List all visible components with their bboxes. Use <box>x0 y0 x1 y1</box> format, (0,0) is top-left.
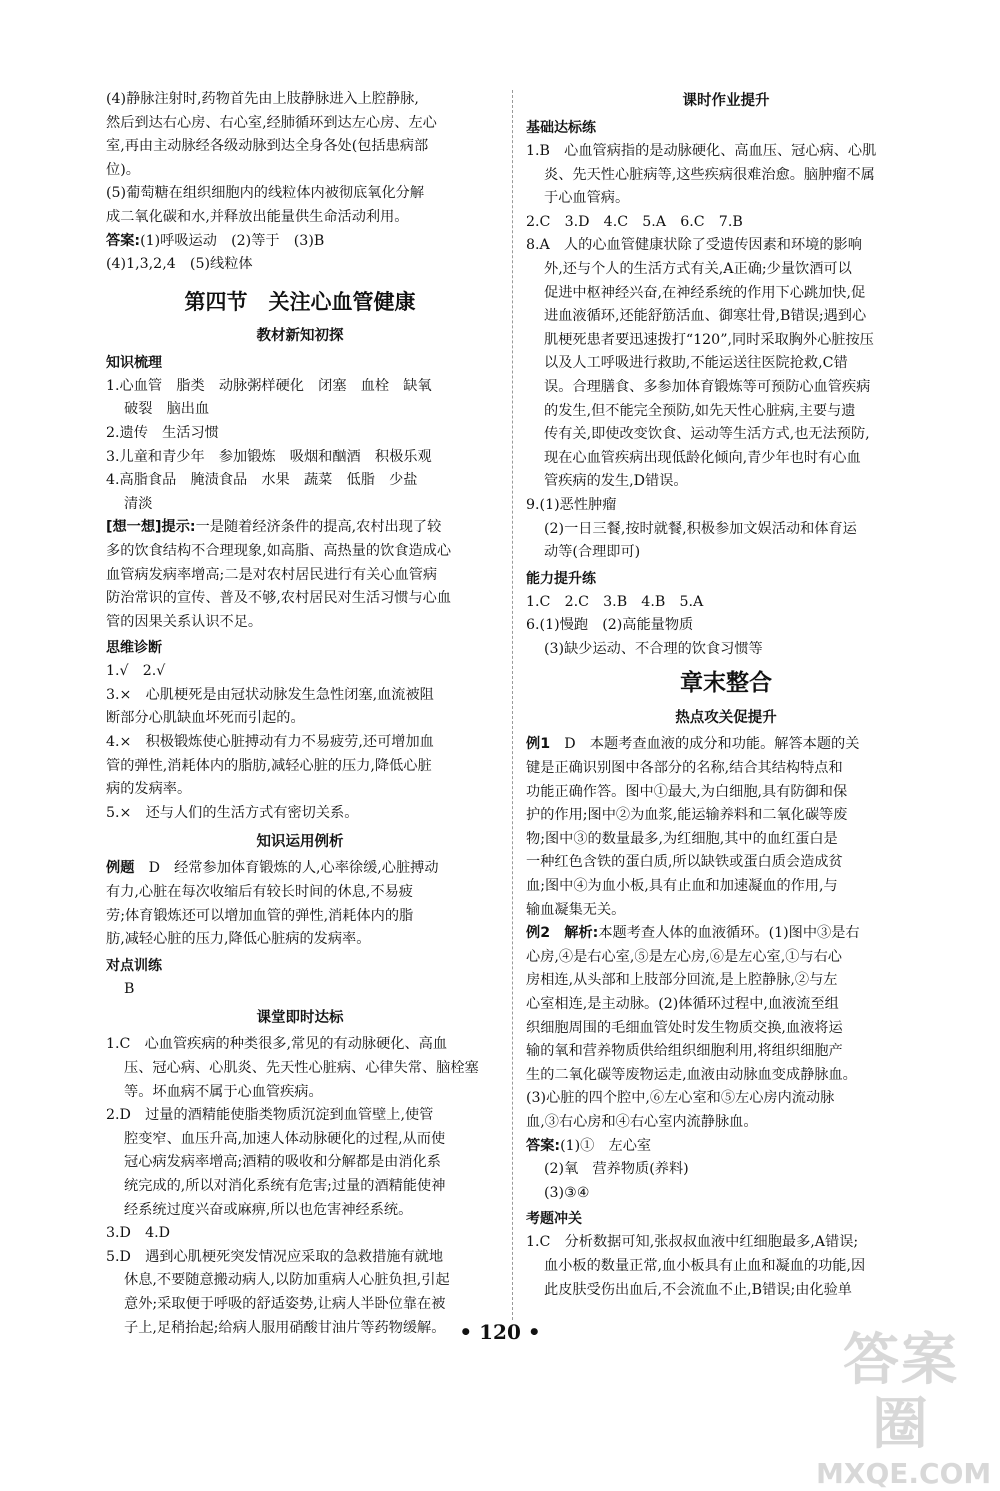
liti-line: 肪,减轻心脏的压力,降低心脏病的发病率。 <box>106 931 371 948</box>
left-top-line: (4)静脉注射时,药物首先由上肢静脉进入上腔静脉, <box>106 91 419 107</box>
li1-line: 物;图中③的数量最多,为红细胞,其中的血红蛋白是 <box>526 830 838 847</box>
siwei-line: 管的弹性,消耗体内的脂肪,减轻心脏的压力,降低心脏 <box>106 757 432 774</box>
jichu-line: 肌梗死患者要迅速拨打“120”,同时采取胸外心脏按压 <box>544 331 874 348</box>
li2-text: 本题考查人体的血液循环。(1)图中③是右 <box>598 925 860 942</box>
li2-line: 生的二氧化碳等废物运走,血液由动脉血变成静脉血。 <box>526 1066 857 1083</box>
xiang-line: 防治常识的宣传、普及不够,农村居民对生活习惯与心血 <box>106 590 452 607</box>
zhishi-line: 3.儿童和青少年 参加锻炼 吸烟和酗酒 积极乐观 <box>106 448 432 465</box>
liti-line: 劳;体育锻炼还可以增加血管的弹性,消耗体内的脂 <box>106 907 414 924</box>
jichu-line: (2)一日三餐,按时就餐,积极参加文娱活动和体育运 <box>544 520 857 537</box>
kaoti-line: 血小板的数量正常,血小板具有止血和凝血的功能,因 <box>544 1257 866 1274</box>
duidian-answer: B <box>124 980 135 997</box>
jichu-line: 进血液循环,还能舒筋活血、御寒壮骨,B错误;遇到心 <box>544 308 867 325</box>
siwei-line: 病的发病率。 <box>106 781 192 798</box>
subheading-redian: 热点攻关促提升 <box>675 710 777 727</box>
jichu-line: 的发生,但不能完全预防,如先天性心脏病,主要与遗 <box>544 402 856 419</box>
siwei-line: 1.√ 2.√ <box>106 663 166 680</box>
liti-label: 例题 <box>106 860 135 877</box>
ketang-line: 腔变窄、血压升高,加速人体动脉硬化的过程,从而使 <box>124 1130 446 1147</box>
ketang-line: 意外;采取便于呼吸的舒适姿势,让病人半卧位靠在被 <box>124 1295 446 1312</box>
ketang-line: 等。坏血病不属于心血管疾病。 <box>124 1083 323 1100</box>
ketang-line: 压、冠心病、心肌炎、先天性心脏病、心律失常、脑栓塞 <box>124 1060 479 1076</box>
subheading-keshi-zuoye: 课时作业提升 <box>682 93 770 109</box>
heading-siwei-zhenduan: 思维诊断 <box>106 640 162 657</box>
chapter-title: 章末整合 <box>680 670 772 697</box>
ketang-line: 休息,不要随意搬动病人,以防加重病人心脏负担,引起 <box>124 1272 450 1289</box>
left-top-line: (5)葡萄糖在组织细胞内的线粒体内被彻底氧化分解 <box>106 185 425 202</box>
zhishi-line: 2.遗传 生活习惯 <box>106 424 219 441</box>
li2-answer-2: (2)氧 营养物质(养料) <box>544 1161 689 1178</box>
column-divider <box>512 90 513 1320</box>
xiangyixiang-first-line <box>106 516 494 540</box>
nengli-line: (3)缺少运动、不合理的饮食习惯等 <box>544 640 763 657</box>
li2-answer-label: 答案: <box>526 1137 561 1154</box>
watermark-url: MXQE.COM <box>816 1457 992 1490</box>
zhishi-list <box>106 375 494 517</box>
li2-line: 心房,④是右心室,⑤是左心房,⑥是左心室,①与右心 <box>526 948 842 965</box>
ketang-line: 子上,足稍抬起;给病人服用硝酸甘油片等药物缓解。 <box>124 1319 446 1336</box>
answer-text-1: (1)呼吸运动 (2)等于 (3)B <box>140 232 325 249</box>
siwei-line: 4.× 积极锻炼使心脏搏动有力不易疲劳,还可增加血 <box>106 734 434 751</box>
heading-jichu-dabiao: 基础达标练 <box>526 120 596 136</box>
ketang-line: 冠心病发病率增高;酒精的吸收和分解都是由消化系 <box>124 1154 441 1171</box>
ketang-list <box>106 1033 494 1340</box>
li2-rest <box>526 946 926 1135</box>
li1-label: 例1 <box>526 736 551 753</box>
siwei-list <box>106 660 494 825</box>
jichu-line: 9.(1)恶性肿瘤 <box>526 496 617 513</box>
ketang-line: 5.D 遇到心肌梗死突发情况应采取的急救措施有就地 <box>106 1248 444 1265</box>
section-title: 第四节 关注心血管健康 <box>184 289 416 314</box>
jichu-line: 误。合理膳食、多参加体育锻炼等可预防心血管疾病 <box>544 378 871 395</box>
answer-line-1 <box>106 230 494 254</box>
jichu-line: 动等(合理即可) <box>544 544 641 561</box>
siwei-line: 3.× 心肌梗死是由冠状动脉发生急性闭塞,血流被阻 <box>106 686 434 703</box>
li1-line: 键是正确识别图中各部分的名称,结合其结构特点和 <box>526 760 843 777</box>
subheading-zhishi-yunyong: 知识运用例析 <box>256 834 344 851</box>
li2-jiexi-label: 解析: <box>564 925 599 942</box>
jichu-line: 外,还与个人的生活方式有关,A正确;少量饮酒可以 <box>544 260 852 277</box>
ketang-line: 3.D 4.D <box>106 1225 171 1242</box>
left-top-line: 室,再由主动脉经各级动脉到达全身各处(包括患病部 <box>106 138 429 155</box>
jichu-line: 8.A 人的心血管健康状除了受遗传因素和环境的影响 <box>526 237 862 254</box>
jichu-list <box>526 140 926 565</box>
jichu-line: 现在心血管疾病出现低龄化倾向,青少年也时有心血 <box>544 449 861 466</box>
li1-line: 输血凝集无关。 <box>526 901 626 918</box>
nengli-line: 1.C 2.C 3.B 4.B 5.A <box>526 593 704 610</box>
subheading-ketang: 课堂即时达标 <box>256 1010 344 1027</box>
li2-answer-text: (1)① 左心室 <box>560 1137 652 1154</box>
li1-line: 护的作用;图中②为血浆,能运输养料和二氧化碳等废 <box>526 807 848 824</box>
li1-line: 血;图中④为血小板,具有止血和加速凝血的作用,与 <box>526 878 838 895</box>
li2-answer-first <box>526 1135 926 1159</box>
liti-first-line <box>106 857 494 881</box>
kaoti-line: 1.C 分析数据可知,张叔叔血液中红细胞最多,A错误; <box>526 1234 859 1251</box>
previous-answers <box>106 88 494 230</box>
nengli-list <box>526 591 926 662</box>
nengli-line: 6.(1)慢跑 (2)高能量物质 <box>526 617 694 634</box>
jichu-line: 传有关,即使改变饮食、运动等生活方式,也无法预防, <box>544 426 870 443</box>
xiangyixiang-rest <box>106 540 494 634</box>
heading-kaoti-chongguan: 考题冲关 <box>526 1211 582 1228</box>
left-top-line: 成二氧化碳和水,并释放出能量供生命活动利用。 <box>106 208 409 225</box>
jichu-line: 2.C 3.D 4.C 5.A 6.C 7.B <box>526 213 743 230</box>
page-number: • 120 • <box>459 1320 541 1344</box>
li2-answer-3: (3)③④ <box>544 1184 590 1201</box>
jichu-line: 1.B 心血管病指的是动脉硬化、高血压、冠心病、心肌 <box>526 143 877 159</box>
li2-line: (3)心脏的四个腔中,⑥左心室和⑤左心房内流动脉 <box>526 1090 835 1107</box>
li1-first-line <box>526 733 926 757</box>
liti-text: D 经常参加体育锻炼的人,心率徐缓,心脏搏动 <box>134 860 439 877</box>
li1-text: D 本题考查血液的成分和功能。解答本题的关 <box>550 736 860 753</box>
heading-duidian-xunlian: 对点训练 <box>106 957 162 974</box>
right-column <box>526 88 926 1302</box>
siwei-line: 5.× 还与人们的生活方式有密切关系。 <box>106 804 359 821</box>
ketang-line: 经系统过度兴奋或麻痹,所以也危害神经系统。 <box>124 1201 413 1218</box>
li2-line: 心室相连,是主动脉。(2)体循环过程中,血液流至组 <box>526 996 839 1012</box>
jichu-line: 以及人工呼吸进行救助,不能运送往医院抢救,C错 <box>544 355 848 372</box>
li2-line: 织细胞周围的毛细血管处时发生物质交换,血液将运 <box>526 1019 843 1036</box>
liti-rest <box>106 881 494 952</box>
siwei-line: 断部分心肌缺血坏死而引起的。 <box>106 710 305 727</box>
xiangyixiang-text: 一是随着经济条件的提高,农村出现了较 <box>195 519 442 536</box>
answer-label: 答案: <box>106 232 141 249</box>
jichu-line: 促进中枢神经兴奋,在神经系统的作用下心跳加快,促 <box>544 284 866 301</box>
subheading-jiaocai: 教材新知初探 <box>256 327 344 344</box>
zhishi-line: 4.高脂食品 腌渍食品 水果 蔬菜 低脂 少盐 <box>106 472 418 489</box>
xiang-line: 多的饮食结构不合理现象,如高脂、高热量的饮食造成心 <box>106 542 452 559</box>
ketang-line: 2.D 过量的酒精能使脂类物质沉淀到血管壁上,使管 <box>106 1107 434 1124</box>
zhishi-line: 清淡 <box>124 495 153 512</box>
kaoti-list <box>526 1231 926 1302</box>
left-top-line: 然后到达右心房、右心室,经肺循环到达左心房、左心 <box>106 114 437 131</box>
li2-line: 房相连,从头部和上肢部分回流,是上腔静脉,②与左 <box>526 972 838 989</box>
kaoti-line: 此皮肤受伤出血后,不会流血不止,B错误;由化验单 <box>544 1281 852 1298</box>
li2-first-line <box>526 922 926 946</box>
heading-zhishi-shuli: 知识梳理 <box>106 354 162 371</box>
left-top-line: 位)。 <box>106 161 140 178</box>
li2-line: 输的氧和营养物质供给组织细胞利用,将组织细胞产 <box>526 1043 843 1060</box>
xiang-line: 管的因果关系认识不足。 <box>106 613 263 630</box>
ketang-line: 统完成的,所以对消化系统有危害;过量的酒精能使神 <box>124 1177 446 1194</box>
li1-line: 功能正确作答。图中①最大,为白细胞,具有防御和保 <box>526 783 848 800</box>
watermark-text: 答案圈 <box>843 1328 959 1457</box>
liti-line: 有力,心脏在每次收缩后有较长时间的休息,不易疲 <box>106 884 413 901</box>
li1-rest <box>526 757 926 922</box>
xiang-line: 血管病发病率增高;二是对农村居民进行有关心血管病 <box>106 566 438 583</box>
ketang-line: 1.C 心血管疾病的种类很多,常见的有动脉硬化、高血 <box>106 1036 448 1053</box>
answer-line-2: (4)1,3,2,4 (5)线粒体 <box>106 256 253 273</box>
li1-line: 一种红色含铁的蛋白质,所以缺铁或蛋白质会造成贫 <box>526 854 843 871</box>
jichu-line: 炎、先天性心脏病等,这些疾病很难治愈。脑肿瘤不属 <box>544 166 875 183</box>
jichu-line: 管疾病的发生,D错误。 <box>544 473 688 490</box>
heading-nengli-tisheng: 能力提升练 <box>526 570 596 587</box>
left-column <box>106 88 494 1340</box>
li2-line: 血,③右心房和④右心室内流静脉血。 <box>526 1113 758 1130</box>
li2-label: 例2 <box>526 925 551 942</box>
jichu-line: 于心血管病。 <box>544 190 630 207</box>
zhishi-line: 1.心血管 脂类 动脉粥样硬化 闭塞 血栓 缺氧 <box>106 377 432 394</box>
watermark-logo <box>816 1328 992 1490</box>
xiangyixiang-label: [想一想]提示: <box>106 519 196 536</box>
zhishi-line: 破裂 脑出血 <box>124 401 210 418</box>
